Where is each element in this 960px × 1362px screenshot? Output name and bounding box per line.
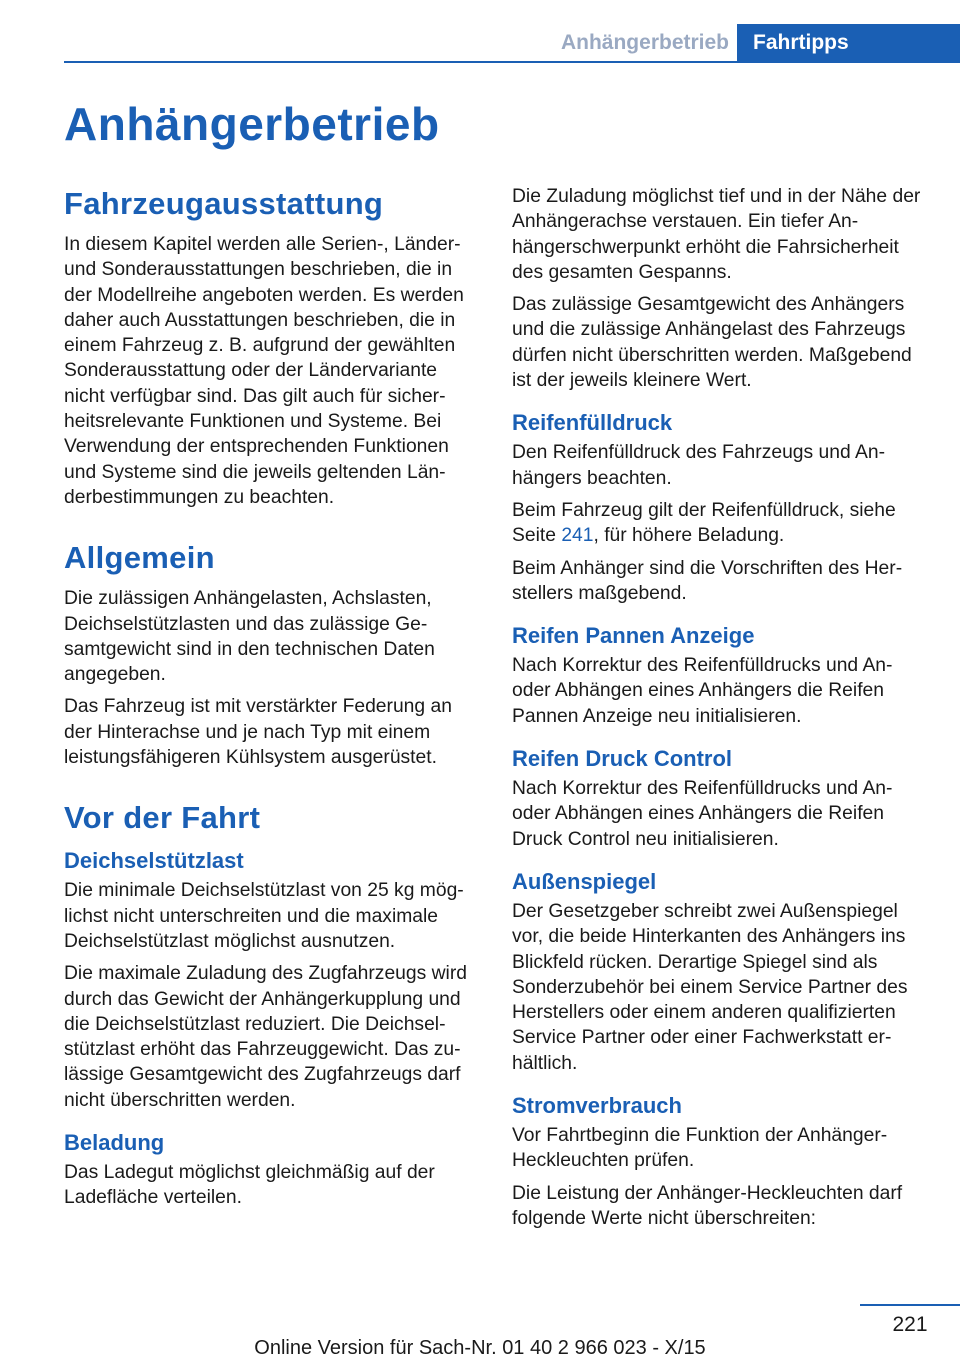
left-column	[64, 186, 480, 1218]
page-number: 221	[892, 1313, 928, 1336]
heading-deichselstuetzlast: Deichselstützlast	[64, 848, 244, 874]
paragraph: Vor Fahrtbeginn die Funktion der Anhänger-Heckleuchten prüfen.	[512, 1125, 888, 1172]
text: , für höhere Beladung.	[593, 525, 785, 547]
paragraph: Das zulässige Gesamtgewicht des Anhängers und die zulässige Anhängelast des Fahrzeugs dürfen nicht überschritten werden. Maßgebend ist der jeweils kleinere Wert.	[512, 294, 912, 392]
online-version-note: Online Version für Sach-Nr. 01 40 2 966 023 - X/15	[254, 1337, 706, 1359]
heading-stromverbrauch: Stromverbrauch	[512, 1093, 682, 1119]
paragraph: Der Gesetzgeber schreibt zwei Außenspiegel vor, die beide Hinterkanten des Anhängers ins Blickfeld rücken. Derartige Spiegel sind als Sonderzubehör bei einem Service Partner des Herstellers oder einem anderen qualifizierten Service Partner oder einer Fachwerkstatt erhältlich.	[512, 900, 908, 1074]
section-tab[interactable]: Anhängerbetrieb	[560, 31, 730, 54]
paragraph: Beim Anhänger sind die Vorschriften des Herstellers maßgebend.	[512, 557, 903, 604]
paragraph: Die maximale Zuladung des Zugfahrzeugs wird durch das Gewicht der Anhängerkupplung und die Deichselstützlast reduziert. Die Deichselstützlast erhöht das Fahrzeuggewicht. Das zulässige Gesamtgewicht des Zugfahrzeugs darf nicht überschritten werden.	[64, 963, 467, 1111]
paragraph	[512, 498, 924, 549]
chapter-tab[interactable]: Fahrtipps	[737, 24, 960, 61]
right-column	[512, 184, 924, 1238]
page-title: Anhängerbetrieb	[64, 98, 440, 150]
heading-reifenfuelldruck: Reifenfülldruck	[512, 410, 673, 436]
paragraph: Den Reifenfülldruck des Fahrzeugs und Anhängers beachten.	[512, 442, 885, 489]
paragraph: Nach Korrektur des Reifenfülldrucks und Anoder Abhängen eines Anhängers die Reifen Pannen Anzeige neu initialisieren.	[512, 655, 893, 727]
heading-aussenspiegel: Außenspiegel	[512, 868, 657, 894]
text: Beim Fahrzeug gilt der Reifenfülldruck, siehe Seite	[512, 499, 896, 547]
footer-rule	[860, 1304, 960, 1306]
paragraph: Das Ladegut möglichst gleichmäßig auf der Ladefläche verteilen.	[64, 1162, 435, 1209]
paragraph: Das Fahrzeug ist mit verstärkter Federung an der Hinterachse und je nach Typ mit einem leistungsfähigeren Kühlsystem ausgerüstet.	[64, 696, 452, 769]
heading-beladung: Beladung	[64, 1130, 165, 1156]
paragraph: Nach Korrektur des Reifenfülldrucks und Anoder Abhängen eines Anhängers die Reifen Druck Control neu initialisieren.	[512, 778, 893, 850]
paragraph: Die minimale Deichselstützlast von 25 kg möglichst nicht unterschreiten und die maximale Deichselstützlast möglichst ausnutzen.	[64, 880, 464, 952]
header-rule	[64, 61, 960, 63]
heading-allgemein: Allgemein	[64, 540, 215, 576]
heading-fahrzeugausstattung: Fahrzeugausstattung	[64, 186, 384, 221]
paragraph: Die zulässigen Anhängelasten, Achslasten, Deichselstützlasten und das zulässige Gesamtgewicht sind in den technischen Daten angegeben.	[64, 588, 435, 686]
page-reference-link[interactable]: 241	[561, 525, 594, 547]
heading-reifen-pannen-anzeige: Reifen Pannen Anzeige	[512, 623, 755, 649]
heading-reifen-druck-control: Reifen Druck Control	[512, 746, 733, 772]
paragraph: Die Leistung der Anhänger-Heckleuchten darf folgende Werte nicht überschreiten:	[512, 1182, 903, 1229]
heading-vor-der-fahrt: Vor der Fahrt	[64, 800, 261, 836]
paragraph: Die Zuladung möglichst tief und in der Nähe der Anhängerachse verstauen. Ein tiefer Anhängerschwerpunkt erhöht die Fahrsicherheit des gesamten Gespanns.	[512, 186, 921, 283]
paragraph: In diesem Kapitel werden alle Serien-, Länder- und Sonderausstattungen beschrieben, die in der Modellreihe angeboten werden. Es werden daher auch Ausstattungen beschrieben, die in einem Fahrzeug z. B. aufgrund der gewählten Sonderausstattung oder der Ländervariante nicht verfügbar sind. Das gilt auch für sicherheitsrelevante Funktionen und Systeme. Bei Verwendung der entsprechenden Funktionen und Systeme sind die jeweils geltenden Länderbestimmungen zu beachten.	[64, 234, 464, 508]
